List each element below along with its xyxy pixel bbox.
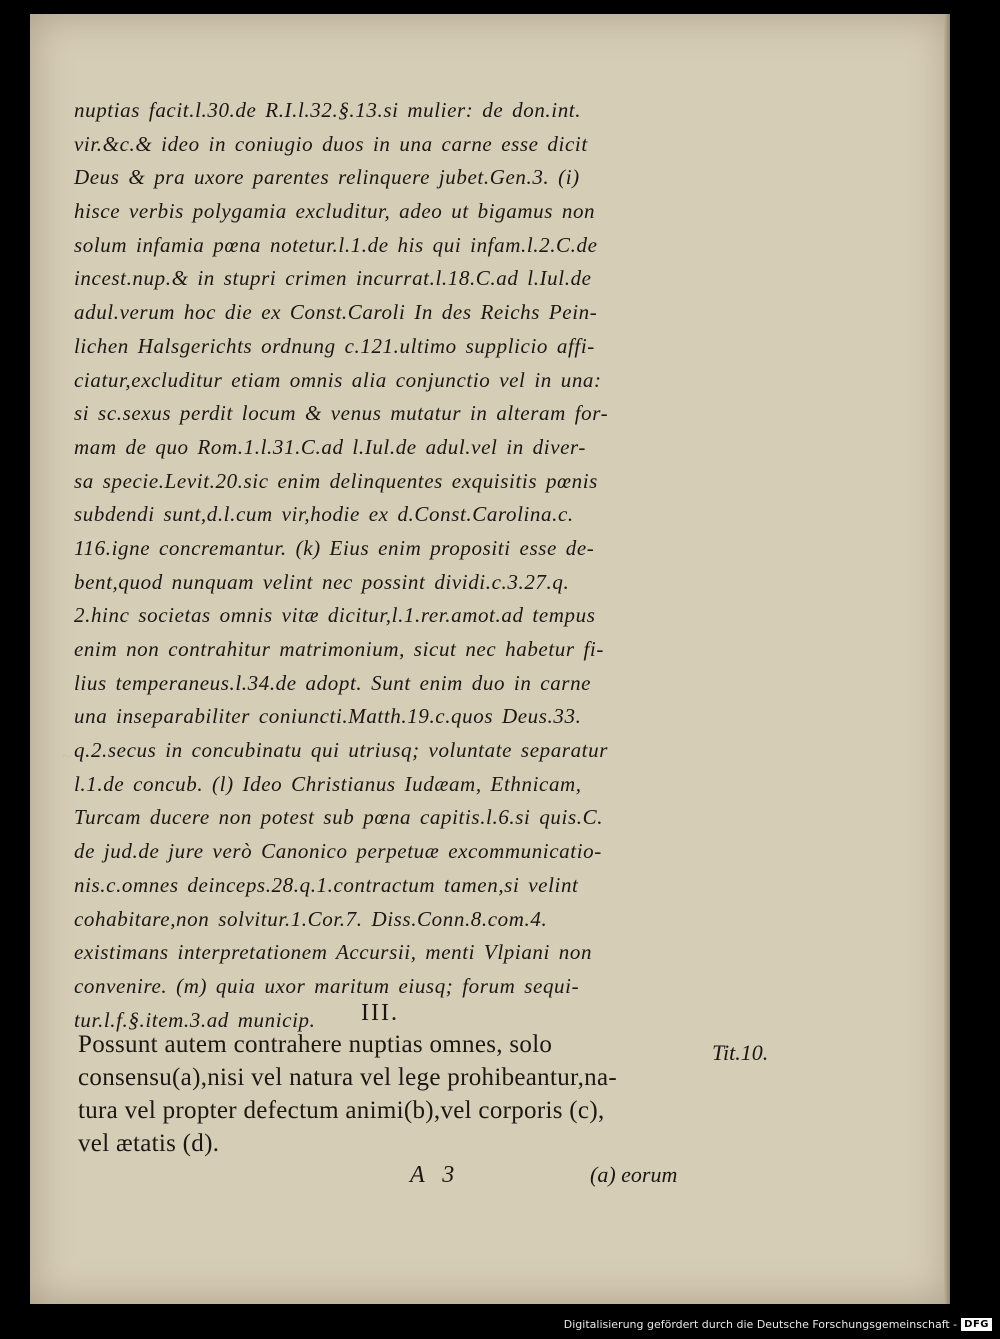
footnote-line: solum infamia pœna notetur.l.1.de his qui infam.l.2.C.de [74, 232, 598, 257]
footnote-line: lius temperaneus.l.34.de adopt. Sunt enim duo in carne [74, 670, 592, 695]
footnote-line: lichen Halsgerichts ordnung c.121.ultimo supplicio affi- [74, 333, 595, 358]
footnote-line: hisce verbis polygamia excluditur, adeo ut bigamus non [74, 199, 596, 224]
footnote-line: convenire. (m) quia uxor maritum eiusq; forum sequi- [74, 973, 580, 998]
footnote-line: ciatur,excluditur etiam omnis alia conjunctio vel in una: [74, 367, 602, 392]
body-line: vel ætatis (d). [78, 1130, 220, 1157]
footnote-line: adul.verum hoc die ex Const.Caroli In des Reichs Pein- [74, 300, 598, 325]
footnote-line: existimans interpretationem Accursii, menti Vlpiani non [74, 940, 593, 965]
footnote-line: sa specie.Levit.20.sic enim delinquentes exquisitis pœnis [74, 468, 598, 493]
footnote-line: una inseparabiliter coniuncti.Matth.19.c.quos Deus.33. [74, 704, 582, 729]
dfg-logo-icon: DFG [961, 1318, 992, 1331]
page-signature: A 3 [410, 1162, 461, 1188]
footnote-line: enim non contrahitur matrimonium, sicut nec habetur fi- [74, 637, 604, 661]
footnote-line: Turcam ducere non potest sub pœna capitis.l.6.si quis.C. [74, 805, 604, 830]
footnote-line: subdendi sunt,d.l.cum vir,hodie ex d.Const.Carolina.c. [74, 502, 574, 527]
footer [564, 1313, 992, 1335]
section-number: III. [361, 1000, 399, 1026]
body-line: consensu(a),nisi vel natura vel lege prohibeantur,na- [78, 1064, 618, 1091]
marginal-note: Tit.10. [712, 1040, 769, 1065]
footnotes-block [74, 94, 714, 1037]
footnote-line: cohabitare,non solvitur.1.Cor.7. Diss.Conn.8.com.4. [74, 906, 548, 931]
footnote-line: l.1.de concub. (l) Ideo Christianus Iudæam, Ethnicam, [74, 771, 582, 796]
footnote-line: de jud.de jure verò Canonico perpetuæ excommunicatio- [74, 839, 602, 864]
catchword: (a) eorum [590, 1162, 678, 1187]
footnote-line: q.2.secus in concubinatu qui utriusq; voluntate separatur [74, 738, 608, 763]
body-line: Possunt autem contrahere nuptias omnes, solo [78, 1031, 553, 1058]
body-text-block [78, 1028, 718, 1160]
footnote-line: 116.igne concremantur. (k) Eius enim propositi esse de- [74, 535, 595, 560]
footnote-line: nuptias facit.l.30.de R.I.l.32.§.13.si mulier: de don.int. [74, 98, 582, 122]
body-line: tura vel propter defectum animi(b),vel corporis (c), [78, 1097, 605, 1124]
footnote-line: vir.&c.& ideo in coniugio duos in una carne esse dicit [74, 131, 588, 156]
footnote-line: nis.c.omnes deinceps.28.q.1.contractum tamen,si velint [74, 872, 579, 897]
footnote-line: bent,quod nunquam velint nec possint dividi.c.3.27.q. [74, 569, 570, 594]
footnote-line: mam de quo Rom.1.l.31.C.ad l.Iul.de adul.vel in diver- [74, 434, 586, 459]
book-page [30, 14, 950, 1304]
footnote-line: incest.nup.& in stupri crimen incurrat.l.18.C.ad l.Iul.de [74, 266, 592, 291]
edge-mark: ~ [62, 746, 72, 766]
footnote-line: tur.l.f.§.item.3.ad municip. [74, 1007, 316, 1032]
footnote-line: Deus & pra uxore parentes relinquere jubet.Gen.3. (i) [74, 165, 580, 190]
footnote-line: 2.hinc societas omnis vitæ dicitur,l.1.rer.amot.ad tempus [74, 603, 596, 628]
footnote-line: si sc.sexus perdit locum & venus mutatur in alteram for- [74, 401, 609, 426]
footer-credit: Digitalisierung gefördert durch die Deutsche Forschungsgemeinschaft - [563, 1317, 958, 1331]
